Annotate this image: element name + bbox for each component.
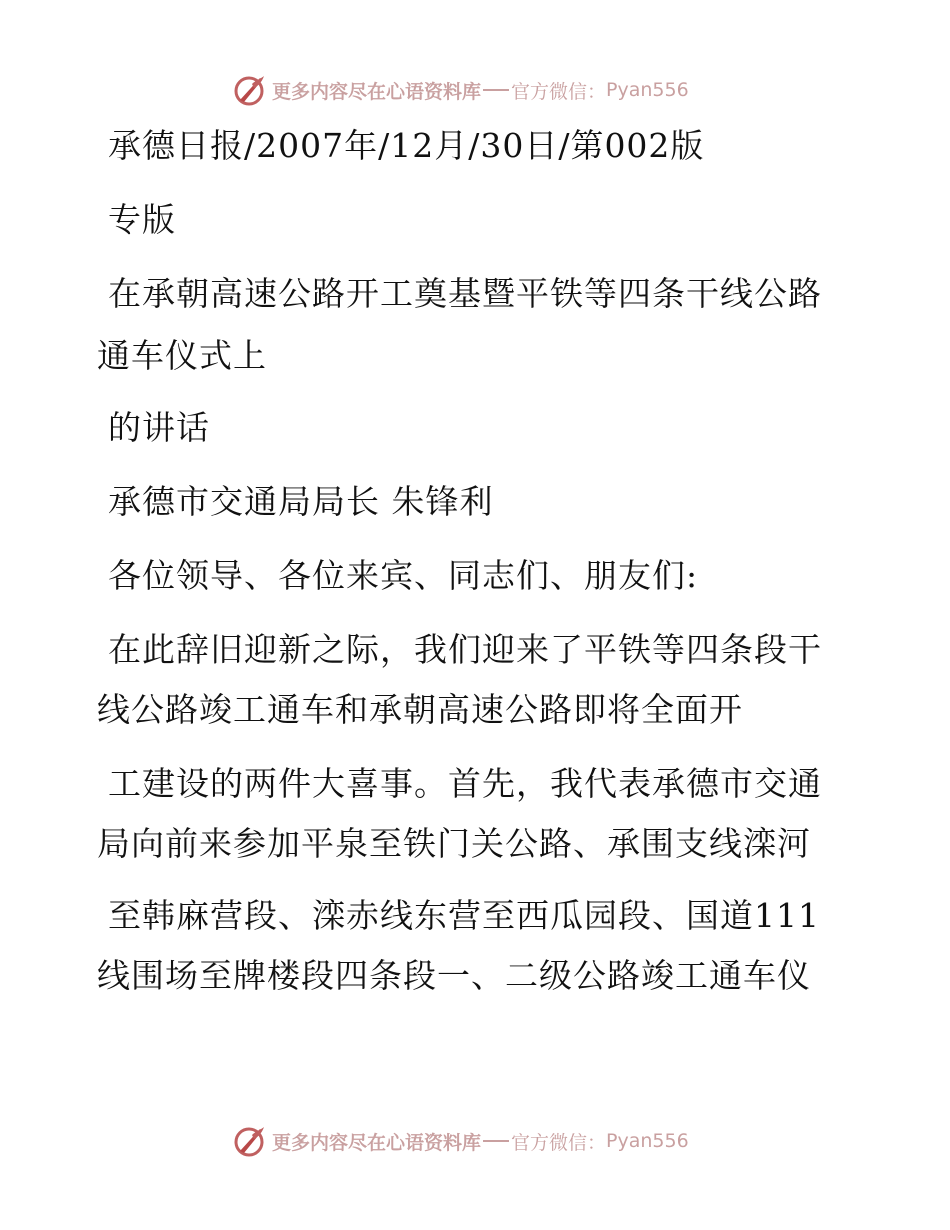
quill-logo-icon [232, 72, 268, 108]
watermark-wechat-label: 官方微信： [511, 80, 607, 103]
quill-logo-icon [232, 1123, 268, 1159]
watermark-wechat-id: Pyan556 [606, 79, 689, 101]
paragraph-line: 线公路竣工通车和承朝高速公路即将全面开 [97, 690, 743, 729]
paragraph-line: 工建设的两件大喜事。首先，我代表承德市交通 [108, 764, 822, 803]
watermark-wechat-label: 官方微信： [511, 1131, 607, 1154]
paragraph-line: 局向前来参加平泉至铁门关公路、承围支线滦河 [97, 824, 811, 863]
watermark-text: 更多内容尽在心语资料库 [272, 80, 482, 103]
salutation-line: 各位领导、各位来宾、同志们、朋友们: [108, 556, 699, 595]
watermark-dash [483, 89, 509, 91]
paragraph-line: 至韩麻营段、滦赤线东营至西瓜园段、国道111 [108, 896, 820, 935]
watermark-banner-top [232, 70, 689, 110]
watermark-wechat-id: Pyan556 [606, 1130, 689, 1152]
section-label: 专版 [108, 200, 176, 239]
paragraph-line: 在此辞旧迎新之际，我们迎来了平铁等四条段干 [108, 630, 822, 669]
newspaper-source-line: 承德日报/2007年/12月/30日/第002版 [108, 126, 705, 165]
speech-title-line-3: 的讲话 [108, 408, 210, 447]
watermark-banner-bottom [232, 1121, 689, 1161]
speech-title-line-2: 通车仪式上 [97, 336, 267, 375]
paragraph-line: 线围场至牌楼段四条段一、二级公路竣工通车仪 [97, 956, 811, 995]
speech-title-line-1: 在承朝高速公路开工奠基暨平铁等四条干线公路 [108, 274, 822, 313]
watermark-text: 更多内容尽在心语资料库 [272, 1131, 482, 1154]
speaker-line: 承德市交通局局长 朱锋利 [108, 482, 494, 521]
watermark-dash [483, 1140, 509, 1142]
